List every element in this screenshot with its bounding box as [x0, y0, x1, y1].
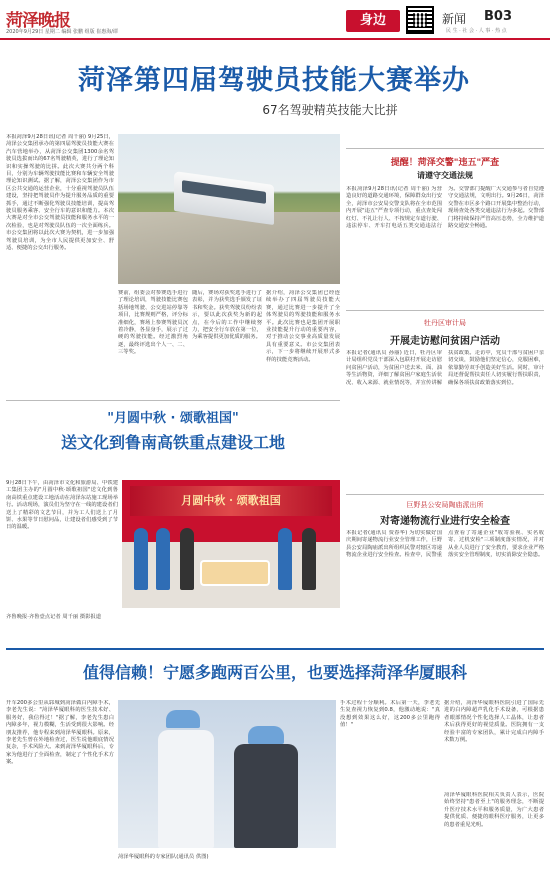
surgical-cap-shape — [248, 726, 284, 744]
header-divider — [0, 38, 550, 40]
person-figure — [134, 528, 148, 590]
person-figure — [180, 528, 194, 590]
box2-title: 开展走访慰问贫困户活动 — [390, 336, 500, 347]
newspaper-logo: 菏泽晚报 — [6, 11, 70, 31]
middle-headline-main: 送文化到鲁南高铁重点建设工地 — [60, 433, 285, 452]
person-figure — [156, 528, 170, 590]
box1-title: 提醒！菏泽交警"违五"严查 — [390, 158, 500, 168]
bottom-divider — [6, 648, 544, 650]
box1-subtitle: 请遵守交通法规 — [417, 171, 473, 180]
page-number: B03 — [484, 9, 512, 24]
lead-column-3: 随后，赛场对获奖选手进行了表彰，并为获奖选手颁发了证书和奖金。获奖驾驶员纷纷表示，要以此次获奖为新的起点，在今后的工作中继续努力，把安全行车放在第一位，为乘客提供更加优质的服务。 — [192, 290, 262, 341]
box1-text: 本报菏泽9月28日讯(记者 周千丽) 为营造良好的道路交通环境，保障群众出行安全，菏泽市公安局交警支队将在全市范围内开展"违五"严查专项行动，重点查处闯红灯、不礼让行人、不按规定车道行驶、违法停车、开车打电话五类交通违法行为。交警部门提醒广大交通参与者自觉遵守交通法规，文明出行。9月26日，菏泽交警在市区多个路口开展集中整治行动，现场查处各类交通违法行为多起。交警部门将持续保持严管高压态势，全力维护道路交通安全畅通。 — [346, 186, 544, 230]
middle-divider — [6, 400, 340, 401]
box3-kicker: 巨野县公安局陶庙派出所 — [406, 501, 484, 509]
section-subtitle: 民 生 · 社 会 · 人 事 · 热 点 — [446, 28, 507, 34]
middle-headline — [6, 407, 340, 453]
lead-headline: 菏泽第四届驾驶员技能大赛举办 — [78, 65, 470, 96]
section-name: 新闻 — [442, 12, 467, 26]
doctor-figure — [234, 744, 298, 848]
middle-text: 9月28日下午，由菏泽市文化和旅游局、中铁建工集团主办的"月圆中秋·颂歌祖国"送文化到鲁南高铁重点建设工地活动在菏泽东站施工现场举行。活动现场，演员们为坚守在一线的建设者们送上了精彩的文艺节目，并为工人们送上了月饼、水果等节日慰问品，让建设者们感受到了节日的温暖。 — [6, 480, 118, 531]
qr-code-icon — [406, 6, 434, 34]
bottom-caption: 菏泽华厦眼科的专家团队(通讯员 供图) — [118, 854, 209, 860]
concert-photo — [122, 480, 340, 608]
box2-divider — [346, 310, 544, 311]
surgical-cap-shape — [166, 710, 200, 728]
person-figure — [302, 528, 316, 590]
box3-text: 本报记者(通讯员 贾春华) 为切实做好国庆期间寄递物流行业安全管理工作，巨野县公安局陶庙派出所组织民警对辖区寄递物流企业进行安全检查。检查中，民警重点查看了寄递企业"收寄验视、实名收寄、过机安检"三项制度落实情况，并对从业人员进行了安全教育，要求企业严格落实安全管理制度，切实消除安全隐患。 — [346, 530, 544, 559]
road-shape — [118, 212, 340, 284]
bottom-column-4: 菏泽华厦眼科医院相关负责人表示，医院始终坚持"患者至上"的服务理念，不断提升医疗技术水平和服务质量，为广大患者提供优质、便捷的眼科医疗服务，让更多的患者重见光明。 — [444, 792, 544, 828]
section-tag: 身边 — [346, 10, 400, 32]
bottom-column-3: 据介绍，菏泽华厦眼科医院引进了国际先进的白内障超声乳化手术设备，可根据患者眼部情况个性化选择人工晶体，让患者术后获得更好的视觉质量。医院拥有一支经验丰富的专家团队，累计完成白内障手术数万例。 — [444, 700, 544, 744]
bottom-headline: 值得信赖！宁愿多跑两百公里，也要选择菏泽华厦眼科 — [82, 663, 467, 682]
box3-divider — [346, 494, 544, 495]
box1-divider — [346, 148, 544, 149]
doctor-figure — [158, 730, 214, 848]
lead-column-4: 据介绍，菏泽公交集团已经连续举办了四届驾驶员技能大赛，通过比赛进一步提升了全体驾驶员的驾驶技能和服务水平。此次比赛也是集团开展职业技能提升行动的重要内容，对于推动公交事业高质量发展具有重要意义。市公交集团表示，下一步将继续开展形式多样的技能竞赛活动。 — [266, 290, 340, 363]
lead-subheadline: 67名驾驶精英技能大比拼 — [262, 103, 398, 117]
lead-column-1: 本报菏泽9月28日讯(记者 周千丽) 9月25日，菏泽公交集团承办的第四届驾驶员技能大赛在汽车营地举办，从菏泽公交集团1300余名驾驶员选拔而出的67名驾驶精英，进行了理论知识和实操驾驶的比拼。此次大赛共分两个科目，分别为车辆驾驶技能比赛和车辆安全驾驶理论知识测试。据了解，菏泽公交集团作为市区公共交通的运营企业，十分重视驾驶员队伍建设，坚持把驾驶员作为提升服务品质的重要抓手，通过不断强化驾驶员技能培训，提高驾驶员服务乘客、安全行车的意识和能力。本次大赛是对全市公交驾驶员技能和服务水平的一次检验，也是对驾驶员队伍的一次全面练兵。市公交集团将以此次大赛为契机，进一步加强驾驶员培训，为全市人民提供更加安全、舒适、便捷的公交出行服务。 — [6, 134, 114, 252]
doctors-photo — [118, 700, 336, 848]
bus-photo — [118, 134, 340, 284]
photo-banner: 月圆中秋 · 颂歌祖国 — [130, 486, 332, 516]
lead-column-2: 赛前，组委会对参赛选手进行了理论培训，驾驶技能比赛包括场地驾驶、公交进站停靠等项目，比赛规则严格，评分标准细化，赛场上参赛驾驶员沉着冷静，各显身手，展示了过硬的驾驶技能。经过激烈角逐，最终评选出个人一、二、三等奖。 — [118, 290, 188, 356]
issue-meta: 2020年9月29日 星期二 编辑 张鹏 组版 崔惠海/谭 — [6, 29, 118, 35]
box2-text: 本报记者(通讯员 孙丽) 近日，牡丹区审计局组织党员干部深入包联村开展走访慰问贫困户活动，为贫困户送去米、面、油等生活物资，详细了解贫困户家庭生活状况、收入来源、就业情况等，并宣传讲解扶贫政策。走访中，党员干部与贫困户亲切交谈，鼓励他们坚定信心，克服困难，依靠勤劳双手创造美好生活。同时，审计局还督促帮扶责任人切实履行帮扶职责，确保各项扶贫政策落实到位。 — [346, 350, 544, 386]
box2-kicker: 牡丹区审计局 — [424, 319, 466, 327]
middle-caption: 齐鲁晚报·齐鲁壹点记者 周千丽 摄影报道 — [6, 614, 102, 620]
person-figure — [278, 528, 292, 590]
cake-shape — [200, 560, 270, 586]
box3-title: 对寄递物流行业进行安全检查 — [380, 516, 510, 527]
bottom-column-2: 手术过程十分顺利。术后第一天，李老先生复查视力恢复到0.8，他激动地说："真没想到效果这么好，这200多公里跑得值！" — [340, 700, 440, 729]
middle-headline-top: "月圆中秋 · 颂歌祖国" — [107, 411, 239, 426]
bottom-column-1: 开车200多公里从郓城到菏泽做白内障手术，李老先生说："菏泽华厦眼科的医生技术好、服务好，我信得过！"据了解，李老先生患白内障多年，视力模糊，生活受到很大影响。经朋友推荐，他专程来到菏泽华厦眼科。原来，李老先生曾在外地检查过，医生说他眼底情况复杂，手术风险大。来到菏泽华厦眼科后，专家为他进行了全面检查，制定了个性化手术方案。 — [6, 700, 114, 766]
